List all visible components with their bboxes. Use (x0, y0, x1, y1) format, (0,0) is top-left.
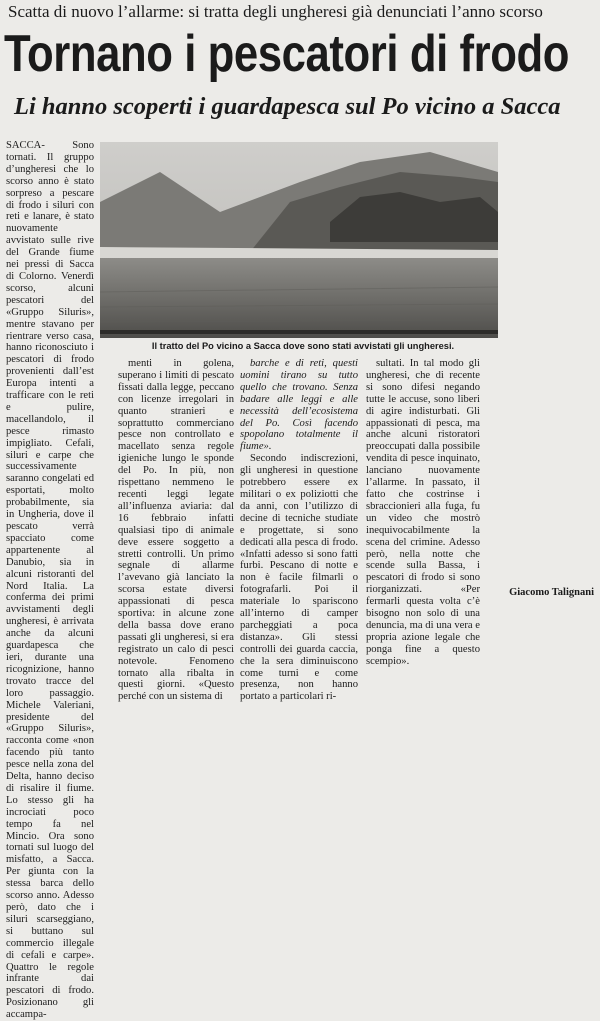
river-photo-image (100, 142, 498, 338)
paragraph: barche e di reti, questi uomini tirano su tutto quello che trovano. Senza badare alle leggi e alle necessità dell’ecosistema del Po. Così facendo spopolano totalmente il fiume». (240, 358, 358, 453)
body-column-2 (118, 358, 234, 703)
photo-caption: Il tratto del Po vicino a Sacca dove sono stati avvistati gli ungheresi. (151, 341, 455, 351)
paragraph: sultati. In tal modo gli ungheresi, che di recente si sono difesi negando tutte le accuse, sono liberi di agire indisturbati. Gli appassionati di pesca, ma anche alcuni ristoratori preoccupati dalla possibile vendita di pesce inquinato, lanciano nuovamente l’allarme. In passato, il fatto che costrinse i sbraccionieri alla fuga, fu un video che mostrò inequivocabilmente la scena del crimine. Adesso però, nella notte che scende sulla Bassa, i pescatori di frodo si sono riorganizzati. «Per fermarli questa volta c’è bisogno non solo di una denuncia, ma di una vera e propria azione legale che ponga fine a questo scempio». (366, 358, 480, 667)
body-column-3 (240, 358, 358, 703)
body-column-4 (366, 358, 480, 667)
paragraph: menti in golena, superano i limiti di pescato fissati dalla legge, peccano con licenze irregolari in quanto stranieri e soprattutto commerciano pesce non controllato e macellato senza regole igieniche lungo le sponde del Po. In più, non rispettano nemmeno le recenti leggi legate all’influenza aviaria: dal 16 febbraio infatti qualsiasi tipo di animale deve essere soggetto a stretti controlli. Un primo segnale di allarme l’avevano già lanciato la scorsa estate diversi appassionati di pesca sportiva: in alcune zone della bassa dove erano passati gli ungheresi, si era registrato un calo di pesci notevole. Fenomeno tornato alla ribalta in questi giorni. «Questo perché con un sistema di (118, 358, 234, 703)
kicker: Scatta di nuovo l’allarme: si tratta degli ungheresi già denunciati l’anno scorso (8, 2, 543, 21)
river-photo (100, 142, 498, 338)
subheadline: Li hanno scoperti i guardapesca sul Po vicino a Sacca (14, 93, 561, 120)
headline: Tornano i pescatori di frodo (4, 25, 570, 83)
paragraph: SACCA- Sono tornati. Il gruppo d’ungheresi che lo scorso anno è stato sorpreso a pescare di frodo i siluri con reti e lanare, è stato nuovamente avvistato sulle rive del Grande fiume nei pressi di Sacca di Colorno. Venerdì scorso, alcuni pescatori del «Gruppo Siluris», mentre stavano per rientrare verso casa, hanno riconosciuto i pescatori di frodo provenienti dall’est Europa intenti a trafficare con le reti e pulire, macellandolo, il pesce rimasto impigliato. Cefali, siluri e carpe che successivamente saranno congelati ed esportati, molto probabilmente, sia in Ungheria, dove il pescato verrà spacciato come appartenente al Danubio, sia in alcuni ristoranti del Nord Italia. La conferma dei primi avvistamenti degli ungheresi, è arrivata anche da alcuni guardapesca che ieri, durante una ricognizione, hanno trovato tracce del loro passaggio. Michele Valeriani, presidente del «Gruppo Siluris», racconta come «non facendo più tanto pesce nella zona del Delta, hanno deciso di risalire il fiume. Lo stesso gli ha incrociati poco tempo fa nel Mincio. Ora sono tornati sul luogo del misfatto, a Sacca. Per giunta con la stessa barca dello scorso anno. Adesso però, dato che i siluri scarseggiano, si buttano sul commercio illegale di cefali e carpe». Quattro le regole infrante dai pescatori di frodo. Posizionano gli accampa- (6, 140, 94, 1021)
paragraph: Secondo indiscrezioni, gli ungheresi in questione potrebbero essere ex militari o ex poliziotti che da anni, con l’utilizzo di decine di tecniche studiate e progettate, si sono dedicati alla pesca di frodo. «Infatti adesso si sono fatti furbi. Pescano di notte e non è facile filmarli o fotografarli. Poi il materiale lo spariscono all’interno di camper parcheggiati a poca distanza». Gli stessi controlli dei guarda caccia, che la sera diminuiscono come turni e come presenza, non hanno portato a particolari ri- (240, 453, 358, 703)
body-column-1 (6, 140, 94, 1021)
author-signature: Giacomo Talignani (509, 587, 594, 598)
